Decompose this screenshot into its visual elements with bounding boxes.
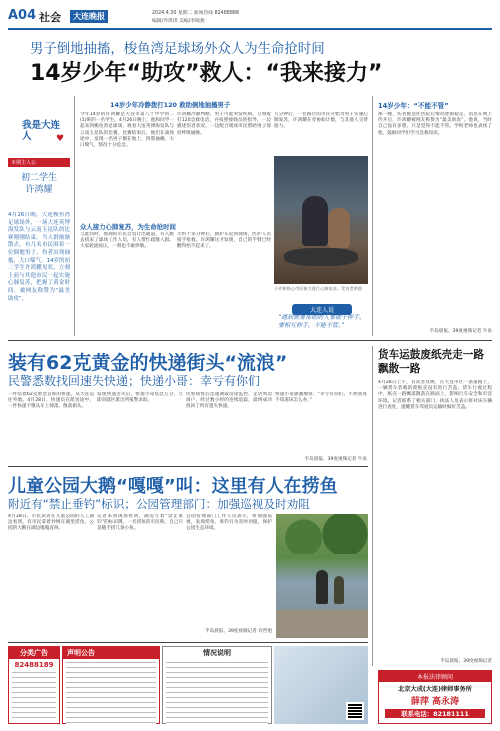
story3-sub: 附近有“禁止垂钓”标识；公园管理部门：加强巡视及时劝阻	[8, 497, 310, 511]
person-silhouette	[302, 196, 328, 246]
tree-canopy	[276, 514, 368, 554]
story1-subhead-2: 众人接力心肺复苏，为生命抢时间	[80, 223, 176, 231]
story3-col2: 记者来到现场看到，湖边立着“禁止垂钓”的标识牌。一名捞鱼的市民称，自己只是随手捞几条小鱼。	[97, 514, 183, 532]
story1-headline: 14岁少年“助攻”救人：“我来接力”	[30, 61, 383, 86]
story4-body: 4月28日上午，有读者反映，在大连市区一条道路上，一辆货车装载的废纸壳没有进行苫盖，货车行驶过程中，纸壳一路飘落散落在路面上，影响行车安全和市容环境。记者联系了相关部门，执法人员表示将对该车辆进行查处，提醒货车驾驶员运输时做好苫盖。	[378, 380, 492, 410]
ad-filler	[66, 662, 156, 724]
ad-legal-phone: 联系电话：82181111	[385, 709, 485, 718]
story2-col1: 一件装着62克黄金首饰的快递，从大连运往外地。4月28日，快递员在派送途中，一件快递不慎从车上掉落，散落街头。	[8, 392, 94, 410]
ad-legal-title: 本报法律顾问	[379, 671, 491, 682]
story3-byline: 半岛晨报、39度视频记者 许哲旭	[204, 629, 272, 634]
rock-bank	[276, 610, 368, 638]
park-photo	[276, 514, 368, 638]
newspaper-logo: 大连晚报	[70, 10, 108, 23]
story1-byline: 半岛晨报、39度视频记者 牛泉	[429, 329, 492, 334]
story2-col3: 民警接警后迅速调取沿途监控，走访周边商户，经过数小时的连续追踪，最终成功找回了所有遗失快递。	[186, 392, 272, 410]
side-badge-text: 我是大连人	[22, 120, 61, 142]
story2-col2: 发现快递丢失后，快递小哥焦急万分，立即向辖区派出所报警求助。	[97, 392, 183, 404]
side-role: 初二学生	[20, 173, 57, 183]
story2-headline: 装有62克黄金的快递街头“流浪”	[8, 352, 288, 374]
ad-legal-names: 薛萍 高永涛	[410, 697, 460, 707]
page-header	[8, 8, 492, 26]
section-rule-2	[8, 466, 368, 467]
divider-left	[74, 96, 75, 336]
side-tag: 本期主人公	[8, 158, 70, 167]
photo-caption: 小许和热心市民接力进行心肺复苏。受访者供图	[274, 286, 362, 291]
person-silhouette	[316, 570, 328, 604]
ad-legal	[378, 670, 492, 724]
story1-col1b: 与此同时，围观的市民自觉让出通道，有人跑去找来了球场工作人员，有人帮忙疏散人群。大家轮流按压，一刻也不敢停歇。	[80, 232, 174, 250]
section-name: 社会	[39, 11, 61, 24]
header-rule	[8, 28, 492, 30]
divider-story4	[372, 346, 373, 666]
ad-notice-title: 声明公告	[63, 647, 159, 659]
quote-person: 大连人说	[292, 304, 352, 315]
story1-col2b: 大约十多分钟后，救护车赶到现场，医护人员接手抢救。许鸿耀这才发现，自己的手臂已经酸得抬不起来了。	[177, 232, 271, 250]
story1-col2: 许鸿耀冷静判断，男子可能突发疾病，立刻拨打120急救电话，并按照接线员的指导，一边描述伤者状况，一边配合现场市民帮助男子保持呼吸通畅。	[177, 112, 271, 136]
person-silhouette	[334, 576, 344, 604]
story1-col1: 今年14岁的许鸿耀是大连市第八十中学初二(1)班的一名学生。4月26日晚上，他和同学一起来到梭鱼湾足球场，观看大连英博海发队与云南玉昆队的比赛。比赛结束后，他们在离场途中，发现一名男子倒在地上，四肢抽搐，大口喘气，情况十分危急。	[80, 112, 174, 149]
section-rule-1	[8, 340, 492, 341]
cpr-photo	[274, 156, 368, 284]
ad-statement-title: 情况说明	[203, 649, 231, 657]
page-number: A04	[8, 8, 37, 23]
story1-col3: 几分钟后，一位路过的市民开始为男子实施心肺复苏，许鸿耀在旁协助计数，与其他人交替接力。	[274, 112, 368, 130]
ad-notice	[62, 646, 160, 724]
section-rule-3	[8, 642, 368, 643]
heart-icon: ♥	[56, 134, 65, 144]
right-side-body: 那一晚，伤者被送往医院后情况逐渐稳定。消息在网上传开后，许鸿耀被网友称赞为“最美助攻”。他说，当时自己没有多想，只是觉得不能不管。学校老师也表扬了他，鼓励同学们学习急救知识。	[378, 112, 492, 136]
side-body: 4月26日晚，大连梭鱼湾足球场外，一场大连英博海发队与云南玉昆队的比赛刚刚结束。当人群渐渐散去，有几名市民围着一位倒地男子，伤者出现抽搐，大口喘气。14岁的初二学生许鸿耀见状，立刻上前与其他市民一起实施心肺复苏，把握了黄金时间，被网友称赞为“最美助攻”。	[8, 212, 70, 302]
quote-text: “遇到需要帮助的人要敢于伸手，要相互伸手，不能不管。”	[278, 314, 366, 330]
story3-headline: 儿童公园大鹅“嘎嘎”叫：这里有人在捞鱼	[8, 476, 338, 497]
story3-col3: 公园管理部门工作人员表示，将加强巡视，发现捞鱼、垂钓行为及时劝阻，保护公园生态环境。	[186, 514, 272, 532]
ad-classified-title: 分类广告	[9, 647, 59, 659]
ground-shadow	[284, 248, 358, 266]
ad-classified-phone: 82488189	[14, 661, 54, 669]
editor-line: 编辑/乔琪琪 美编/李晓燕	[152, 19, 205, 24]
side-person: 许鸿耀	[25, 185, 53, 195]
story4-headline: 货车运鼓废纸壳走一路飘散一路	[378, 349, 484, 375]
ad-statement	[162, 646, 272, 724]
story4-byline: 半岛晨报、39度视频记者	[440, 659, 492, 664]
ad-legal-firm: 北京大成(大连)律师事务所	[398, 686, 472, 693]
story2-sub: 民警悉数找回速失快递；快递小哥：幸亏有你们	[8, 374, 261, 388]
date-line: 2024.4.30 星期二 新闻热线 82488888	[152, 11, 239, 16]
story1-kicker: 男子倒地抽搐，梭鱼湾足球场外众人为生命抢时间	[30, 42, 325, 57]
ad-filler	[12, 672, 56, 720]
ad-image-block	[274, 646, 368, 724]
divider-right	[372, 96, 373, 336]
story1-subhead: 14岁少年冷静拨打120 救助倒地抽搐男子	[110, 101, 231, 109]
qr-code-icon	[346, 702, 364, 720]
ad-classified	[8, 646, 60, 724]
story2-byline: 半岛晨报、39度视频记者 牛泉	[304, 457, 367, 462]
side-badge	[8, 120, 70, 150]
person-silhouette	[328, 208, 350, 248]
story3-col1: 4月28日，市民读者在儿童公园的人工湖边看到，有市民拿着抄网在湖里捞鱼，公园的大鹅在湖边嘎嘎直叫。	[8, 514, 94, 532]
ad-filler	[166, 662, 268, 724]
right-side-title: 14岁少年：“不能不管”	[378, 102, 449, 110]
story2-col4: 快递小哥感激地说：“幸亏有你们，不然我真不知道该怎么办。”	[275, 392, 367, 404]
